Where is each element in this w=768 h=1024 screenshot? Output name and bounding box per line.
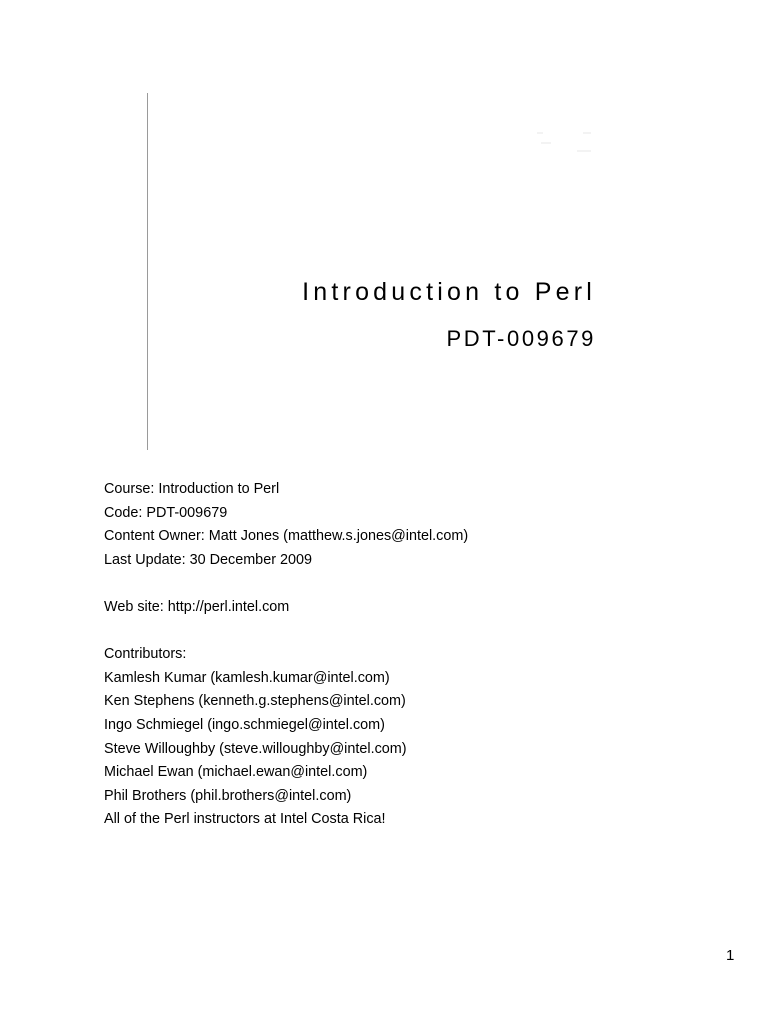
document-title: Introduction to Perl [302, 278, 596, 306]
contributor-item: Steve Willoughby (steve.willoughby@intel.com) [104, 740, 407, 757]
last-update-line: Last Update: 30 December 2009 [104, 551, 312, 568]
web-site-line: Web site: http://perl.intel.com [104, 598, 290, 615]
document-code: PDT-009679 [446, 326, 596, 351]
faint-logo-mark [537, 128, 593, 158]
contributor-item: Phil Brothers (phil.brothers@intel.com) [104, 787, 352, 804]
content-owner-line: Content Owner: Matt Jones (matthew.s.jones@intel.com) [104, 528, 469, 545]
contributor-item: Ingo Schmiegel (ingo.schmiegel@intel.com) [104, 716, 385, 733]
course-line: Course: Introduction to Perl [104, 481, 280, 497]
contributor-item: All of the Perl instructors at Intel Costa Rica! [104, 811, 386, 828]
spacer [104, 620, 468, 644]
course-info-block [104, 478, 468, 832]
contributor-item: Michael Ewan (michael.ewan@intel.com) [104, 764, 368, 781]
contributors-heading: Contributors: [104, 646, 187, 663]
contributor-item: Kamlesh Kumar (kamlesh.kumar@intel.com) [104, 669, 390, 686]
spacer [104, 572, 468, 596]
page-number: 1 [726, 947, 735, 964]
contributor-item: Ken Stephens (kenneth.g.stephens@intel.com) [104, 693, 406, 710]
vertical-rule [147, 93, 148, 450]
code-line: Code: PDT-009679 [104, 504, 228, 521]
